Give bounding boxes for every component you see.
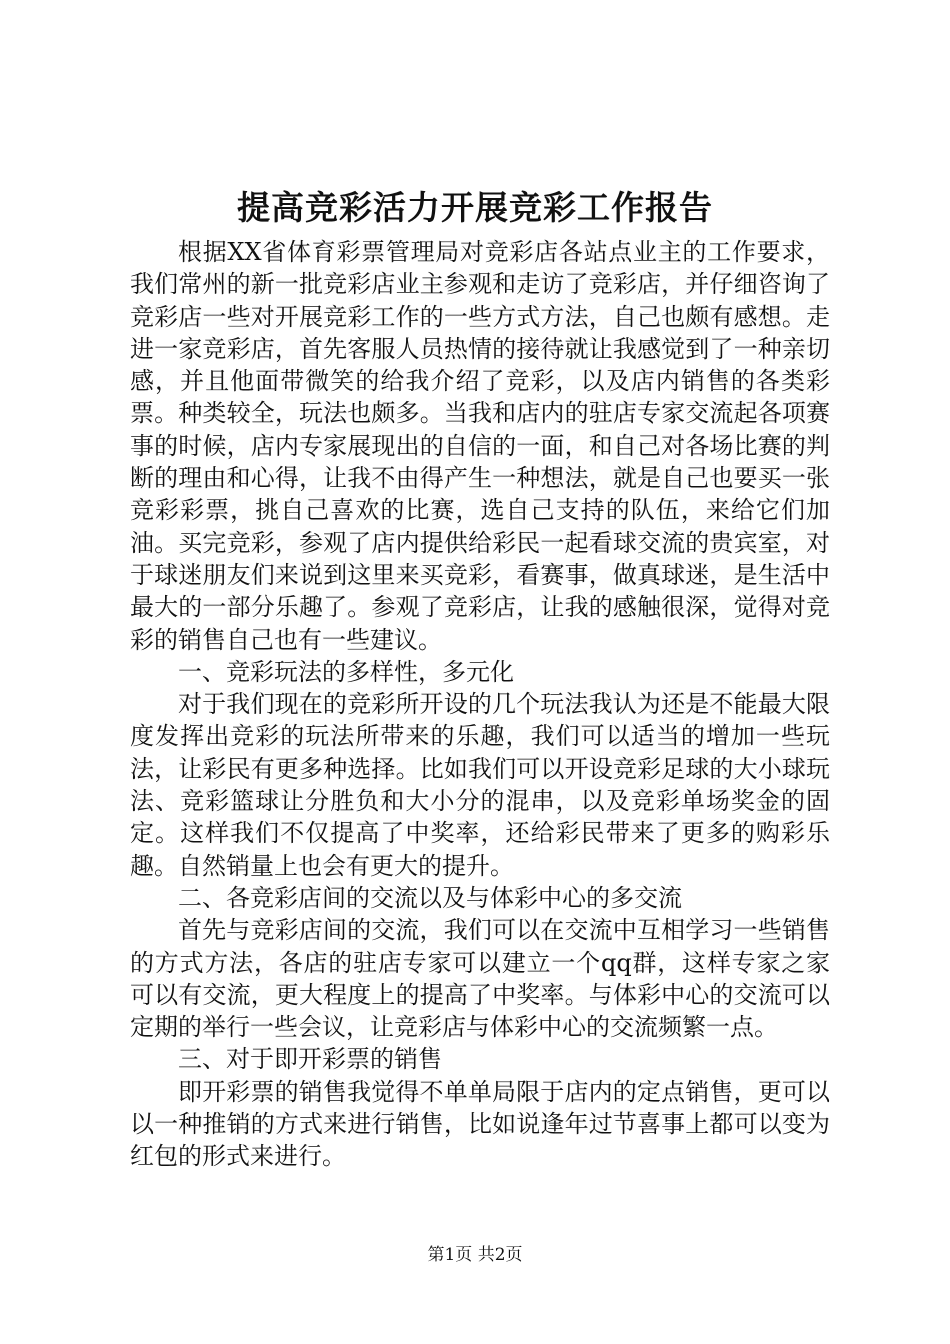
document-title: 提高竞彩活力开展竞彩工作报告	[237, 188, 713, 227]
section-paragraph-3: 即开彩票的销售我觉得不单单局限于店内的定点销售，更可以以一种推销的方式来进行销售，比如说逢年过节喜事上都可以变为红包的形式来进行。	[130, 1077, 830, 1171]
page-footer: 第1页 共2页	[427, 1245, 523, 1265]
section-heading-3: 三、对于即开彩票的销售	[178, 1045, 442, 1074]
intro-paragraph: 根据XX省体育彩票管理局对竞彩店各站点业主的工作要求，我们常州的新一批竞彩店业主参观和走访了竞彩店，并仔细咨询了竞彩店一些对开展竞彩工作的一些方式方法，自己也颇有感想。走进一家竞彩店，首先客服人员热情的接待就让我感觉到了一种亲切感，并且他面带微笑的给我介绍了竞彩，以及店内销售的各类彩票。种类较全，玩法也颇多。当我和店内的驻店专家交流起各项赛事的时候，店内专家展现出的自信的一面，和自己对各场比赛的判断的理由和心得，让我不由得产生一种想法，就是自己也要买一张竞彩彩票，挑自己喜欢的比赛，选自己支持的队伍，来给它们加油。买完竞彩，参观了店内提供给彩民一起看球交流的贵宾室，对于球迷朋友们来说到这里来买竞彩，看赛事，做真球迷，是生活中最大的一部分乐趣了。参观了竞彩店，让我的感触很深，觉得对竞彩的销售自己也有一些建议。	[130, 238, 830, 654]
section-heading-1: 一、竞彩玩法的多样性，多元化	[178, 657, 514, 686]
document-body	[130, 236, 830, 1173]
section-heading-2: 二、各竞彩店间的交流以及与体彩中心的多交流	[178, 883, 682, 912]
section-paragraph-2: 首先与竞彩店间的交流，我们可以在交流中互相学习一些销售的方式方法，各店的驻店专家可以建立一个qq群，这样专家之家可以有交流，更大程度上的提高了中奖率。与体彩中心的交流可以定期的举行一些会议，让竞彩店与体彩中心的交流频繁一点。	[130, 916, 830, 1042]
section-paragraph-1: 对于我们现在的竞彩所开设的几个玩法我认为还是不能最大限度发挥出竞彩的玩法所带来的乐趣，我们可以适当的增加一些玩法，让彩民有更多种选择。比如我们可以开设竞彩足球的大小球玩法、竞彩篮球让分胜负和大小分的混串，以及竞彩单场奖金的固定。这样我们不仅提高了中奖率，还给彩民带来了更多的购彩乐趣。自然销量上也会有更大的提升。	[130, 690, 830, 880]
